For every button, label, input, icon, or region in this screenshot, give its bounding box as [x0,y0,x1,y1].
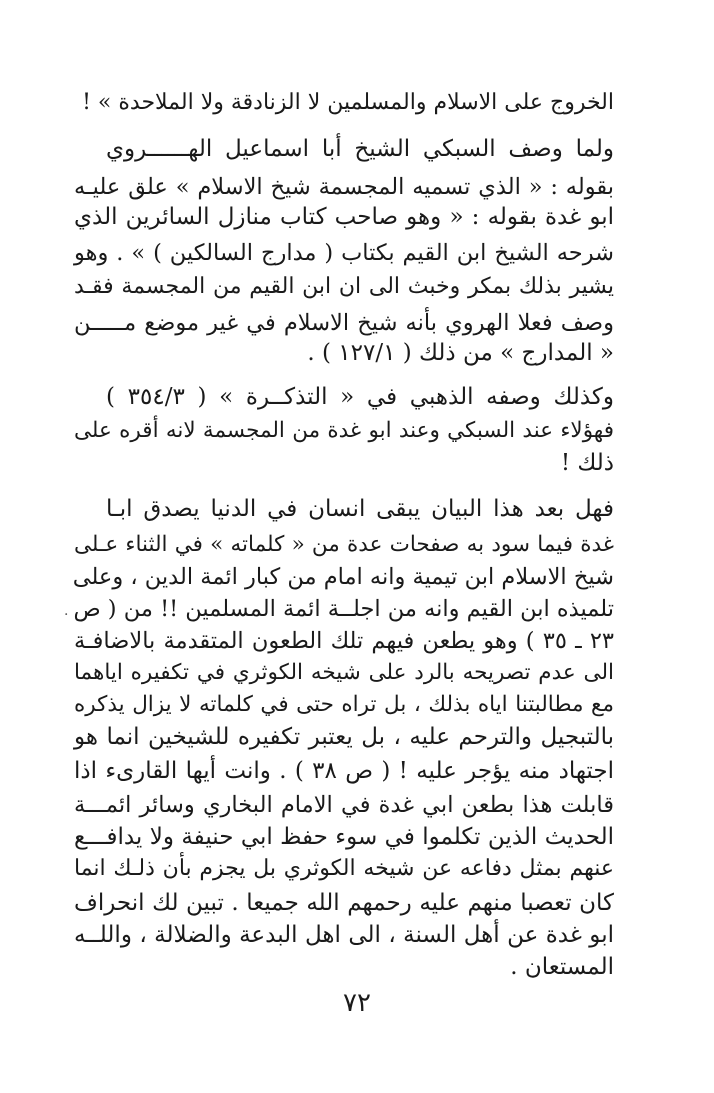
text-line: ابو غدة بقوله : « وهو صاحب كتاب منازل السائرين الذي [74,204,614,230]
text-line: اجتهاد منه يؤجر عليه ! ( ص ٣٨ ) . وانت أيها القارىء اذا [74,758,614,784]
text-line: شرحه الشيخ ابن القيم بكتاب ( مدارج السالكين ) » . وهو [74,240,614,266]
text-line: فهؤلاء عند السبكي وعند ابو غدة من المجسمة لانه أقره على [74,418,614,443]
text-line: ٢٣ ـ ٣٥ ) وهو يطعن فيهم تلك الطعون المتقدمة بالاضافـة [74,628,614,654]
text-line: شيخ الاسلام ابن تيمية وانه امام من كبار ائمة الدين ، وعلى [72,564,614,590]
text-line: ولما وصف السبكي الشيخ أبا اسماعيل الهــــــروي [106,136,614,162]
margin-speck: · [64,607,69,623]
text-line: فهل بعد هذا البيان يبقى انسان في الدنيا يصدق ابـا [106,496,614,522]
text-line: يشير بذلك بمكر وخبث الى ان ابن القيم من المجسمة فقـد [74,274,614,299]
text-line: مع مطالبتنا اياه بذلك ، بل تراه حتى في كلماته لا يزال يذكره [74,692,614,717]
text-line: الى عدم تصريحه بالرد على شيخه الكوثري في تكفيره اياهما [74,660,614,685]
text-line: ذلك ! [560,450,614,476]
text-line: « المدارج » من ذلك ( ١٢٧/١ ) . [307,340,614,366]
text-line: عنهم بمثل دفاعه عن شيخه الكوثري بل يجزم بأن ذلـك انما [74,856,614,881]
text-line: تلميذه ابن القيم وانه من اجلــة ائمة المسلمين !! من ( ص [73,596,614,622]
text-line: الحديث الذين تكلموا في سوء حفظ ابي حنيفة ولا يدافـــع [74,824,614,850]
text-line: الخروج على الاسلام والمسلمين لا الزنادقة ولا الملاحدة » ! [82,90,614,115]
text-line: غدة فيما سود به صفحات عدة من « كلماته » في الثناء عـلى [74,532,614,557]
text-line: وكذلك وصفه الذهبي في « التذكــرة » ( ٣٥٤/٣ ) [106,384,614,410]
text-line: قابلت هذا بطعن ابي غدة في الامام البخاري وسائر ائمـــة [74,792,614,818]
text-line: وصف فعلا الهروي بأنه شيخ الاسلام في غير موضع مـــــن [74,310,614,336]
text-line: المستعان . [510,954,614,980]
text-line: ابو غدة عن أهل السنة ، الى اهل البدعة والضلالة ، واللــه [74,922,614,948]
text-line: بالتبجيل والترحم عليه ، بل يعتبر تكفيره للشيخين انما هو [74,724,614,750]
text-line: بقوله : « الذي تسميه المجسمة شيخ الاسلام » علق عليـه [74,174,614,200]
page-number: ٧٢ [343,988,371,1018]
text-line: كان تعصبا منهم عليه رحمهم الله جميعا . تبين لك انحراف [74,890,614,916]
